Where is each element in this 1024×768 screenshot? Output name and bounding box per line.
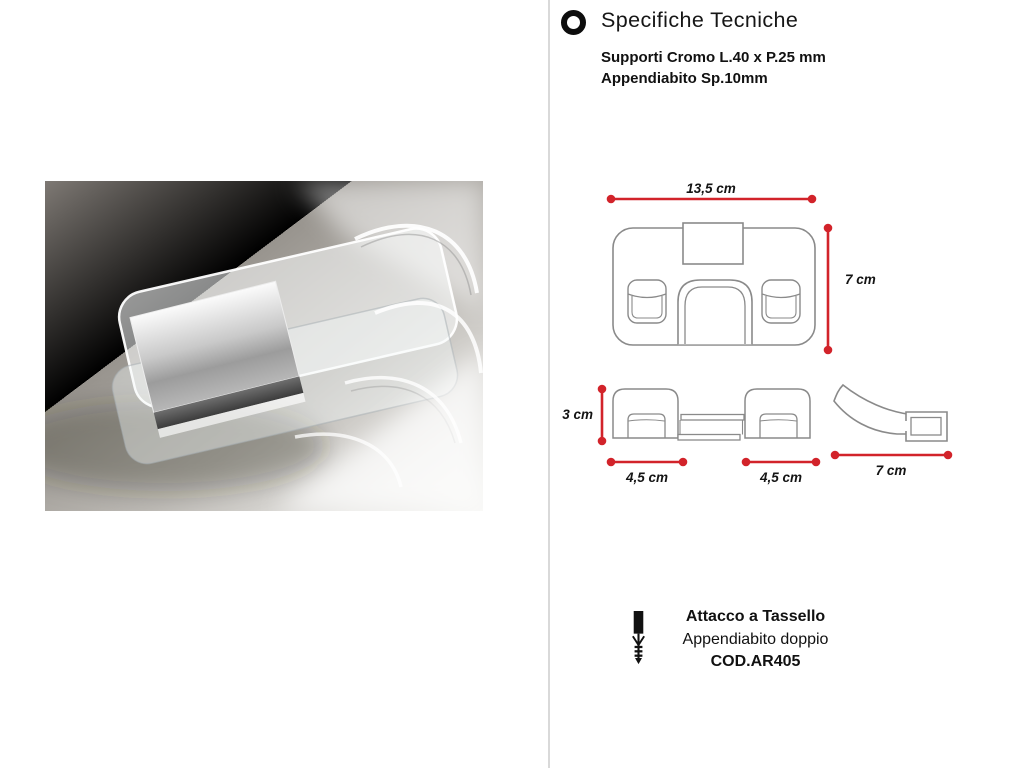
- footer-text: [648, 606, 863, 674]
- dimension-depth: [831, 451, 953, 478]
- technical-drawing: [548, 168, 1024, 500]
- top-view-drawing: [607, 181, 876, 354]
- dimension-label: 7 cm: [875, 463, 907, 478]
- wall-anchor-icon: [631, 611, 646, 665]
- dimension-hook-left: [607, 458, 688, 485]
- product-photo: [45, 181, 483, 511]
- product-code: COD.AR405: [710, 653, 801, 670]
- dimension-label: 3 cm: [562, 407, 593, 422]
- dimension-width: [607, 181, 817, 203]
- dimension-label: 7 cm: [845, 272, 876, 287]
- side-view-drawing: [831, 385, 953, 478]
- dimension-label: 13,5 cm: [686, 181, 736, 196]
- mount-type: Attacco a Tassello: [685, 608, 826, 625]
- dimension-height: [562, 385, 606, 446]
- ring-icon: [561, 10, 586, 35]
- spec-line-1: Supporti Cromo L.40 x P.25 mm: [601, 49, 826, 66]
- dimension-label: 4,5 cm: [625, 470, 669, 485]
- dimension-label: 4,5 cm: [759, 470, 803, 485]
- front-view-drawing: [562, 385, 820, 485]
- spec-text: [601, 48, 826, 89]
- spec-line-2: Appendiabito Sp.10mm: [601, 69, 768, 87]
- dimension-hook-right: [742, 458, 821, 485]
- page-title: Specifiche Tecniche: [601, 8, 799, 32]
- dimension-height: [824, 224, 876, 355]
- product-name: Appendiabito doppio: [682, 630, 829, 648]
